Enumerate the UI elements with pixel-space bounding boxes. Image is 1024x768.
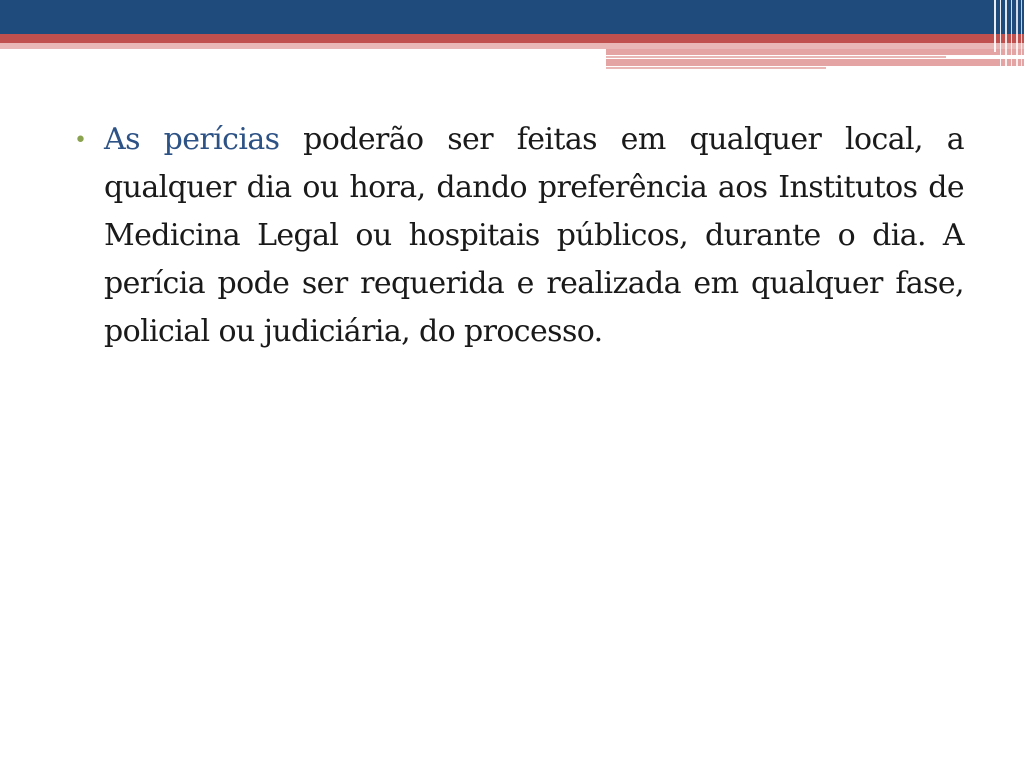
header-vline-2 [1000,0,1001,66]
header-step-line-2 [606,67,826,69]
header-blue-band [0,0,1024,34]
header-vline-1 [994,0,996,52]
header-decoration [0,0,1024,80]
highlighted-term: As perícias [104,122,280,157]
bullet-item [74,116,964,356]
header-vline-5 [1016,0,1018,72]
bullet-marker: • [74,128,87,153]
slide-content [74,116,964,356]
paragraph-body: poderão ser feitas em qualquer local, a qualquer dia ou hora, dando preferência aos Institutos de Medicina Legal ou hospitais públicos, durante o dia. A perícia pode ser requerida e realizada em qualquer fase, policial ou judiciária, do processo. [104,122,964,349]
header-red-stripe [0,34,1024,43]
header-step-2 [606,59,1024,66]
bullet-paragraph [104,116,964,356]
header-vline-3 [1005,0,1007,72]
header-pink-stripe [0,43,1024,49]
header-vline-6 [1021,0,1022,72]
header-vline-4 [1011,0,1012,72]
header-step-line-1 [606,56,946,58]
header-step-1 [606,49,1024,55]
